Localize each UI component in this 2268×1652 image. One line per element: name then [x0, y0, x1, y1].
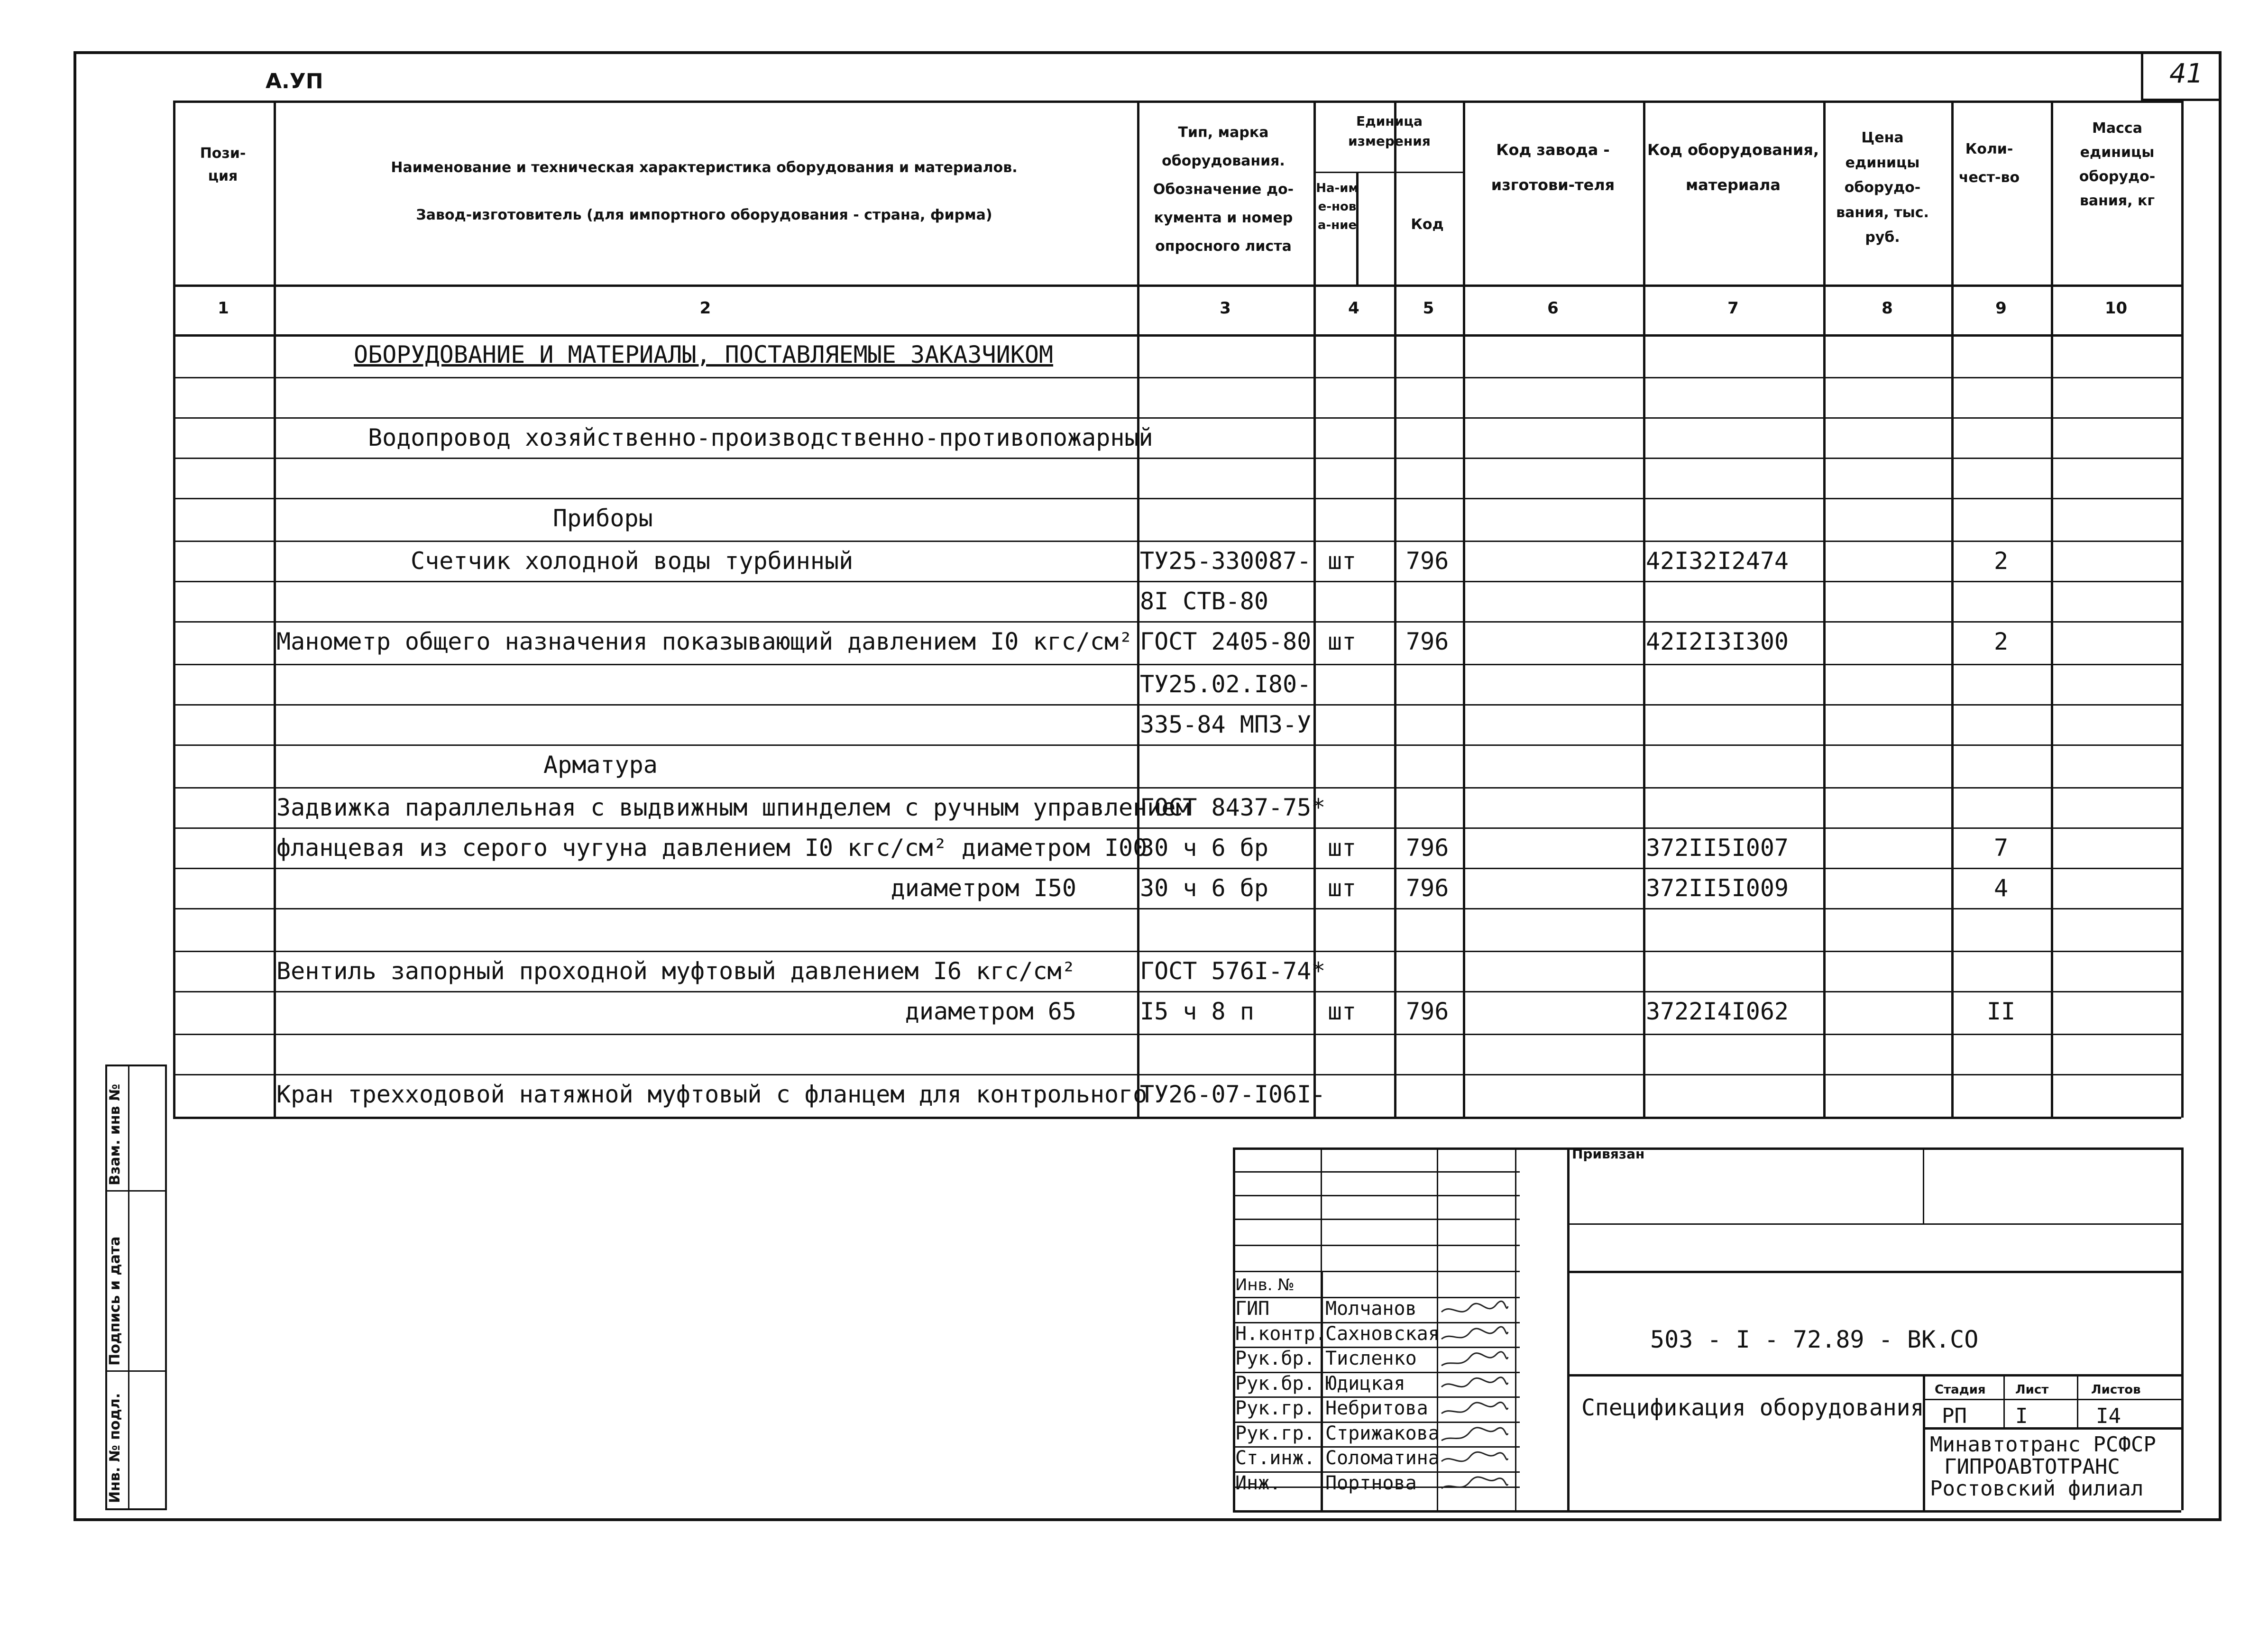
staff-name: Небритова [1325, 1397, 1428, 1419]
sheet-value: I [2015, 1404, 2028, 1428]
table-column-border [1951, 101, 1954, 1117]
table-row-line [173, 827, 2181, 829]
row-unit: шт [1328, 628, 1357, 655]
staff-role: Ст.инж. [1235, 1447, 1315, 1469]
row-unit: шт [1328, 998, 1357, 1025]
title-block-row-line [1233, 1271, 1520, 1272]
table-row-line [173, 417, 2181, 419]
title-block-line [1923, 1399, 2181, 1400]
row-type: ТУ26-07-I06I- [1140, 1081, 1326, 1108]
table-bottom-border [173, 1117, 2181, 1119]
header-bottom-border [173, 285, 2181, 287]
table-row-line [173, 704, 2181, 706]
staff-name: Молчанов [1325, 1298, 1417, 1320]
signature [1439, 1472, 1510, 1496]
column-number: 7 [1727, 299, 1739, 318]
title-block-line [1567, 1223, 2181, 1225]
title-block-row-line [1233, 1245, 1520, 1246]
staff-name: Тисленко [1325, 1348, 1417, 1369]
row-type: ГОСТ 2405-80 [1140, 628, 1312, 655]
inv-no-label: Инв. № [1235, 1276, 1295, 1294]
row-unit-code: 796 [1406, 998, 1449, 1025]
side-stamp-inv-podl: Инв. № подл. [107, 1393, 123, 1503]
table-column-border [173, 101, 175, 1117]
staff-name: Сахновская [1325, 1323, 1440, 1345]
side-stamp-vzam-inv: Взам. инв № [107, 1083, 123, 1185]
title-block-main-divider [1567, 1147, 1570, 1510]
column-number: 3 [1220, 299, 1231, 318]
header-price: Цена единицы оборудо-вания, тыс. руб. [1836, 129, 1929, 246]
signature [1439, 1423, 1510, 1446]
bound-label: Привязан [1572, 1146, 1645, 1162]
title-block-top-border [1233, 1147, 2181, 1150]
table-column-border [274, 101, 276, 1117]
row-item-name: Манометр общего назначения показывающий давлением I0 кгс/см² [276, 628, 1133, 655]
title-block-divider [1515, 1147, 1516, 1510]
signature [1439, 1447, 1510, 1471]
row-item-name: диаметром 65 [905, 998, 1076, 1025]
table-column-border [2051, 101, 2053, 1117]
row-equipment-code: 372II5I009 [1646, 874, 1789, 902]
row-item-name: Арматура [543, 751, 658, 779]
column-number: 5 [1423, 299, 1434, 318]
stage-label: Стадия [1935, 1383, 1986, 1397]
title-block-bottom-border [1233, 1510, 2181, 1513]
row-quantity: 2 [1993, 628, 2009, 655]
document-code: 503 - I - 72.89 - ВК.СО [1650, 1326, 1979, 1353]
staff-role: Инж. [1235, 1472, 1281, 1494]
table-row-line [173, 664, 2181, 665]
drawing-frame [73, 51, 2222, 1521]
sheet-code: А.УП [266, 69, 323, 93]
header-unit-code: Код [1411, 216, 1444, 233]
table-row-line [173, 1074, 2181, 1075]
table-row-line [173, 458, 2181, 459]
staff-role: Рук.гр. [1235, 1423, 1315, 1444]
table-row-line [173, 787, 2181, 789]
row-type: 30 ч 6 бр [1140, 834, 1268, 862]
unit-subheader-line [1313, 172, 1463, 173]
row-equipment-code: 372II5I007 [1646, 834, 1789, 862]
row-equipment-code: 3722I4I062 [1646, 998, 1789, 1025]
row-equipment-code: 42I2I3I300 [1646, 628, 1789, 655]
staff-role: Н.контр. [1235, 1323, 1327, 1345]
org-line3: Ростовский филиал [1930, 1477, 2144, 1501]
row-unit: шт [1328, 547, 1357, 575]
row-type: I5 ч 8 п [1140, 998, 1254, 1025]
title-block-right-border [2181, 1147, 2184, 1510]
title-block-divider [1321, 1147, 1322, 1271]
row-item-name: Счетчик холодной воды турбинный [411, 547, 854, 575]
column-number: 2 [699, 299, 711, 318]
row-item-name: Приборы [553, 505, 653, 532]
side-stamp-divider [128, 1065, 129, 1510]
title-block-line [2003, 1374, 2005, 1427]
table-row-line [173, 908, 2181, 909]
signature [1439, 1348, 1510, 1371]
header-quantity: Коли-чест-во [1958, 141, 2020, 186]
table-column-border [1823, 101, 1826, 1117]
title-block-line [1567, 1374, 2181, 1377]
row-type: 335-84 МПЗ-У [1140, 711, 1312, 738]
row-type: ГОСТ 8437-75* [1140, 794, 1326, 821]
row-item-name: фланцевая из серого чугуна давлением I0 кгс/см² диаметром I00 [276, 834, 1148, 862]
column-numbers-bottom-border [173, 334, 2181, 337]
column-number: 6 [1547, 299, 1559, 318]
header-mass: Масса единицы оборудо-вания, кг [2079, 120, 2156, 209]
row-item-name: Вентиль запорный проходной муфтовый давлением I6 кгс/см² [276, 957, 1076, 985]
side-stamp-signature-date: Подпись и дата [107, 1236, 123, 1366]
staff-name: Юдицкая [1325, 1373, 1405, 1395]
row-item-name: ОБОРУДОВАНИЕ И МАТЕРИАЛЫ, ПОСТАВЛЯЕМЫЕ ЗАКАЗЧИКОМ [354, 341, 1054, 368]
table-right-border [2181, 101, 2184, 1118]
staff-name: Соломатина [1325, 1447, 1440, 1469]
org-line1: Минавтотранс РСФСР [1930, 1432, 2156, 1457]
row-unit-code: 796 [1406, 834, 1449, 862]
title-block-line [1923, 1147, 1924, 1223]
row-type: 30 ч 6 бр [1140, 874, 1268, 902]
header-unit-name: На-име-нова-ние [1316, 181, 1359, 232]
table-row-line [173, 744, 2181, 746]
row-item-name: Водопровод хозяйственно-производственно-противопожарный [368, 424, 1153, 451]
staff-role: Рук.гр. [1235, 1397, 1315, 1419]
table-column-border [1463, 101, 1465, 1117]
signature [1439, 1397, 1510, 1421]
staff-role: ГИП [1235, 1298, 1270, 1320]
row-quantity: 7 [1993, 834, 2009, 862]
document-title: Спецификация оборудования [1581, 1395, 1924, 1421]
table-row-line [173, 541, 2181, 542]
table-row-line [173, 991, 2181, 992]
row-quantity: II [1986, 998, 2016, 1025]
row-item-name: Задвижка параллельная с выдвижным шпинделем с ручным управлением [276, 794, 1190, 821]
table-column-border [1394, 101, 1396, 1117]
row-quantity: 2 [1993, 547, 2009, 575]
row-unit-code: 796 [1406, 547, 1449, 575]
row-item-name: диаметром I50 [891, 874, 1076, 902]
header-unit-group: Единица измерения [1348, 113, 1431, 149]
table-row-line [173, 868, 2181, 869]
row-type: ТУ25-330087- [1140, 547, 1312, 575]
signature [1439, 1373, 1510, 1396]
title-block-divider [1321, 1271, 1323, 1510]
title-block-row-line [1233, 1195, 1520, 1196]
table-column-border [1643, 101, 1645, 1117]
org-line2: ГИПРОАВТОТРАНС [1944, 1455, 2120, 1479]
row-type: ТУ25.02.I80- [1140, 670, 1312, 698]
signature [1439, 1323, 1510, 1347]
header-position: Пози- ция [200, 145, 246, 184]
row-type: 8I СТВ-80 [1140, 587, 1268, 615]
row-unit-code: 796 [1406, 628, 1449, 655]
staff-role: Рук.бр. [1235, 1373, 1315, 1395]
row-quantity: 4 [1993, 874, 2009, 902]
column-number: 8 [1882, 299, 1893, 318]
side-stamp-divider [105, 1370, 167, 1372]
page-number: 41 [2169, 58, 2204, 89]
sheets-label: Листов [2091, 1383, 2141, 1397]
header-name-line2: Завод-изготовитель (для импортного оборудования - страна, фирма) [416, 207, 992, 223]
column-number: 4 [1348, 299, 1359, 318]
table-row-line [173, 498, 2181, 499]
staff-name: Портнова [1325, 1472, 1417, 1494]
header-type: Тип, марка оборудования. Обозначение до-кумента и номер опросного листа [1153, 124, 1294, 255]
title-block-row-line [1233, 1171, 1520, 1173]
header-factory-code: Код завода - изготови-теля [1491, 141, 1615, 194]
table-row-line [173, 951, 2181, 952]
staff-name: Стрижакова [1325, 1423, 1440, 1444]
signature [1439, 1298, 1510, 1322]
stage-value: РП [1942, 1404, 1967, 1428]
table-row-line [173, 1034, 2181, 1035]
table-row-line [173, 581, 2181, 582]
table-row-line [173, 621, 2181, 623]
row-type: ГОСТ 576I-74* [1140, 957, 1326, 985]
table-top-border [173, 101, 2181, 103]
column-number: 10 [2104, 299, 2128, 318]
header-name-line1: Наименование и техническая характеристика оборудования и материалов. [391, 159, 1018, 176]
column-number: 9 [1995, 299, 2007, 318]
row-item-name: Кран трехходовой натяжной муфтовый с фланцем для контрольного [276, 1081, 1148, 1108]
header-equipment-code: Код оборудования, материала [1647, 141, 1819, 194]
title-block-line [1567, 1271, 2181, 1273]
title-block-row-line [1233, 1219, 1520, 1220]
table-row-line [173, 377, 2181, 378]
side-stamp-divider [105, 1190, 167, 1192]
sheets-value: I4 [2096, 1404, 2121, 1428]
row-equipment-code: 42I32I2474 [1646, 547, 1789, 575]
row-unit: шт [1328, 874, 1357, 902]
row-unit-code: 796 [1406, 874, 1449, 902]
staff-role: Рук.бр. [1235, 1348, 1315, 1369]
sheet-label: Лист [2015, 1383, 2049, 1397]
title-block-line [2077, 1374, 2078, 1427]
row-unit: шт [1328, 834, 1357, 862]
column-number: 1 [218, 299, 229, 318]
